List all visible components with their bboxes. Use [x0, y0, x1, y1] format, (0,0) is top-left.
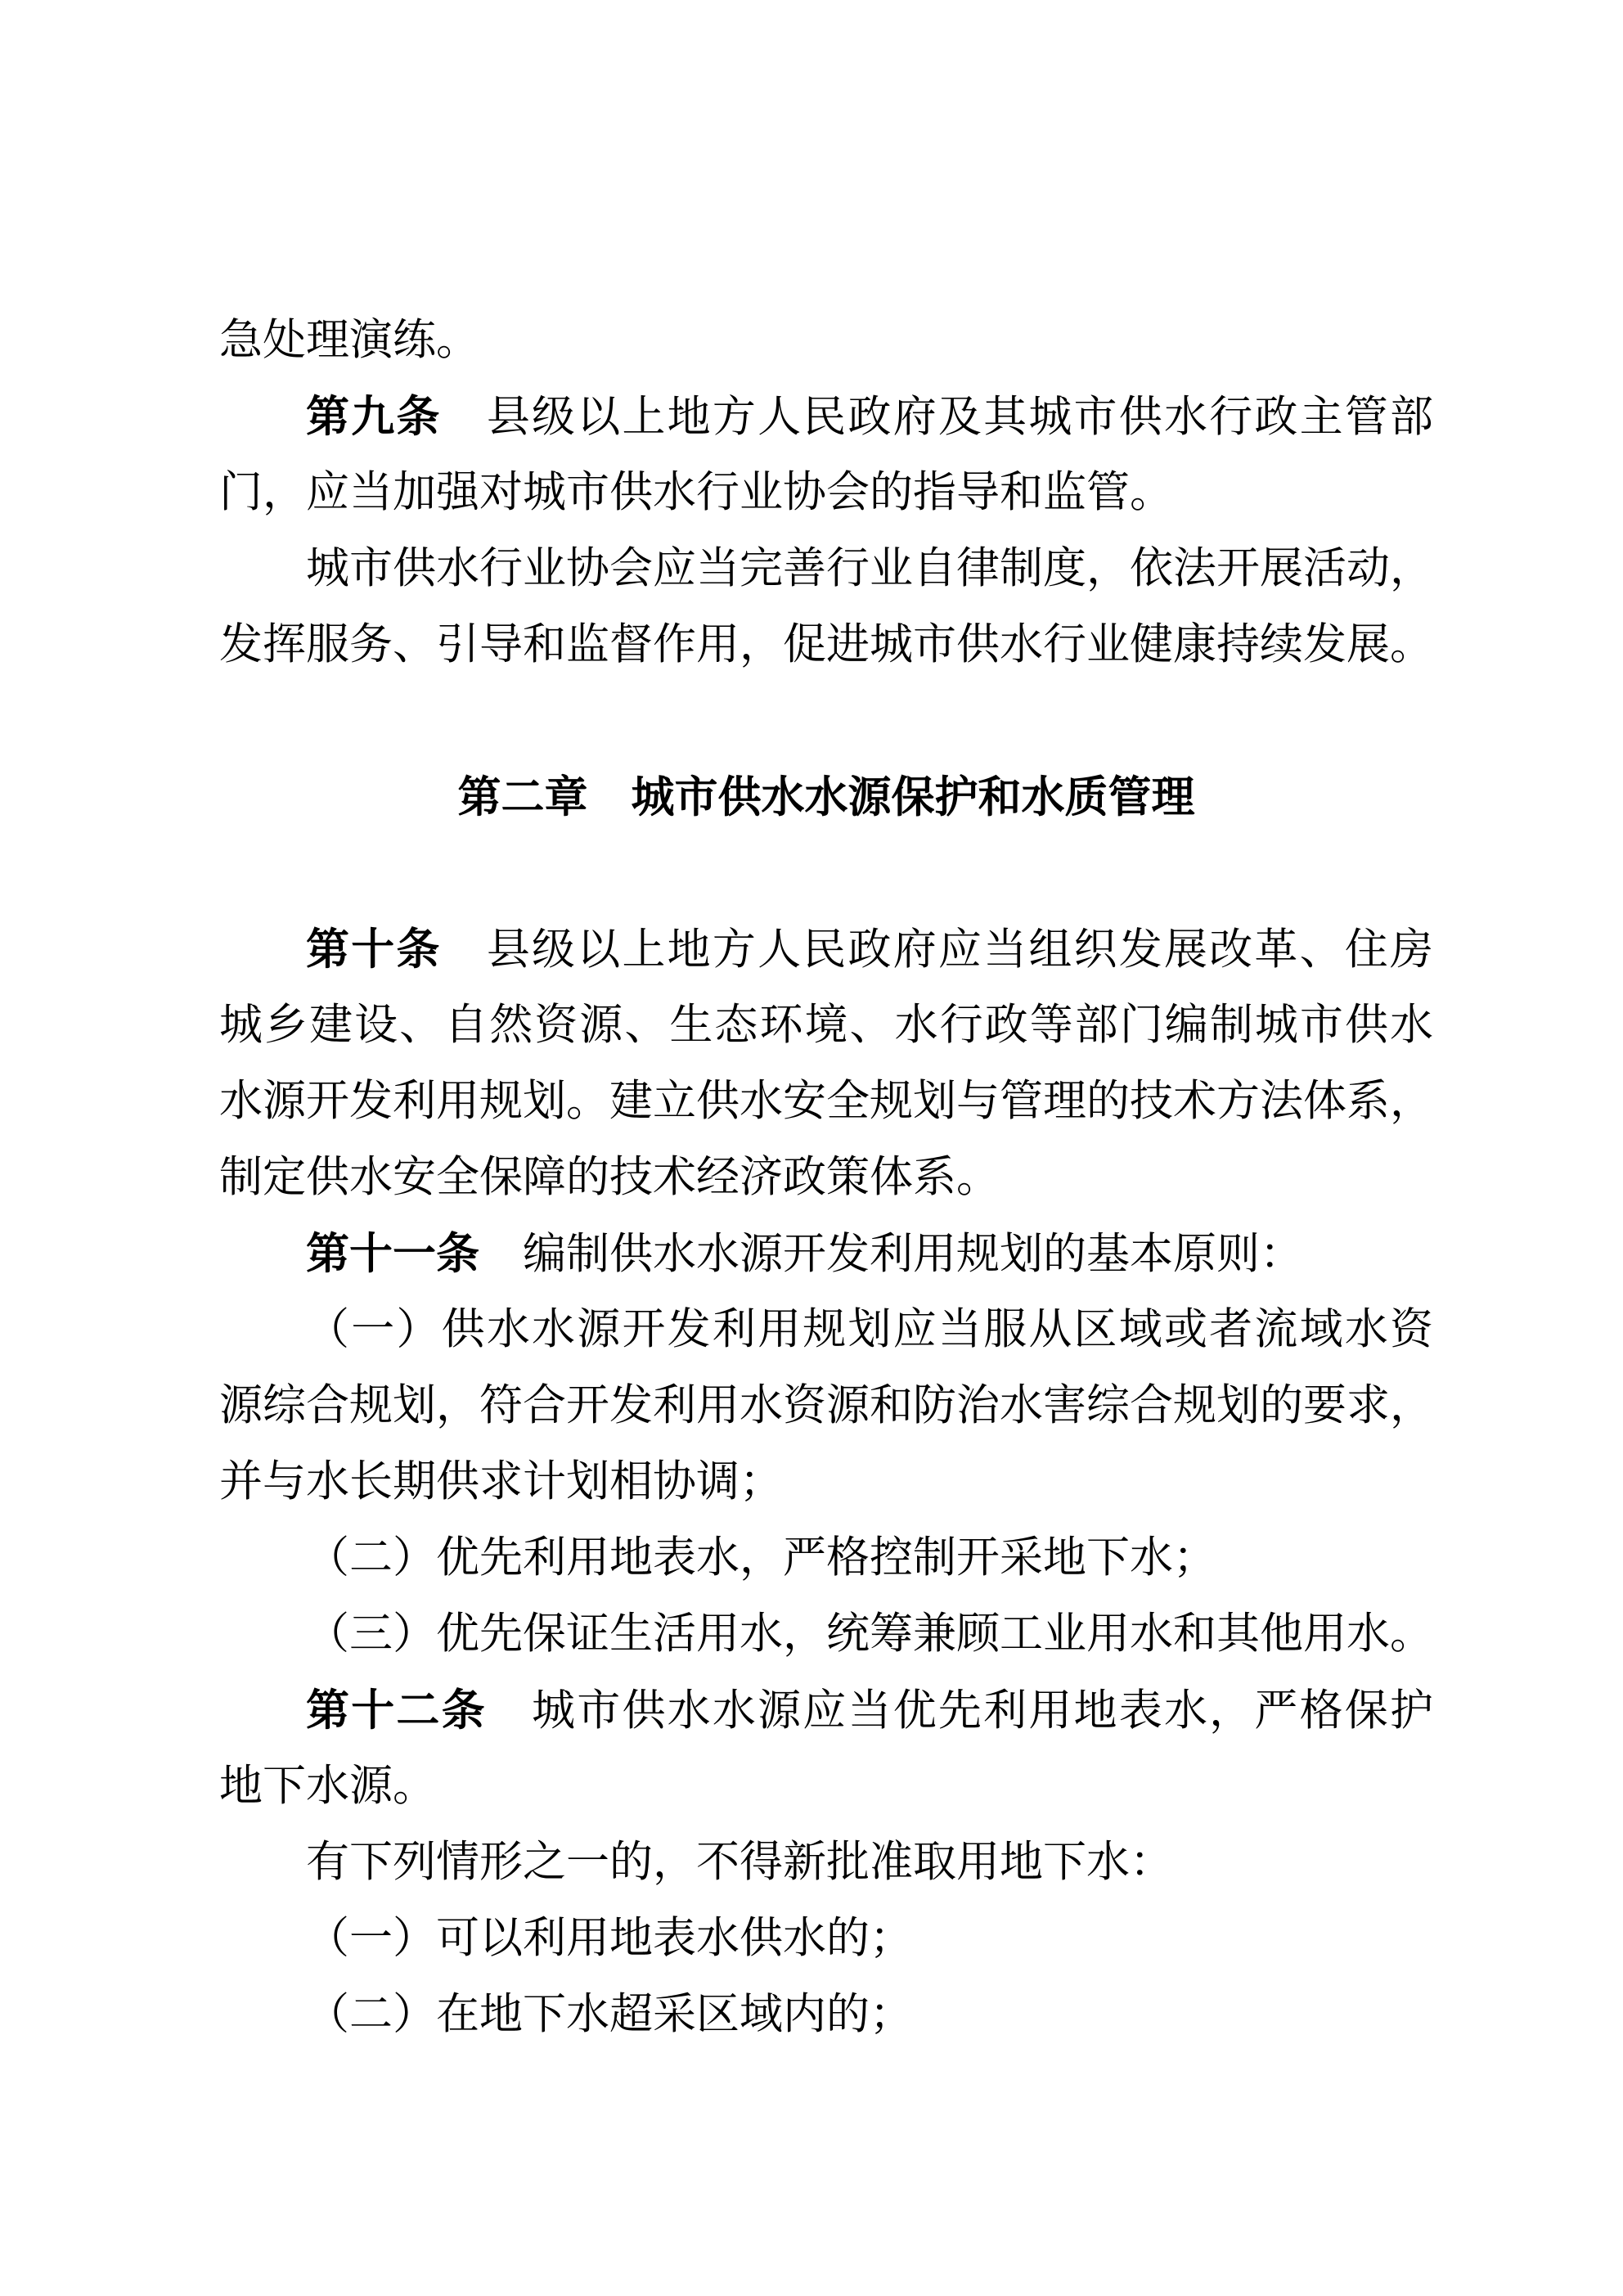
- paragraph-line: [219, 1444, 1433, 1520]
- chapter-heading-text: 第二章 城市供水水源保护和水质管理: [457, 773, 1195, 822]
- paragraph-line: [219, 531, 1433, 607]
- line-text: 城市供水水源应当优先利用地表水，严格保护: [486, 1687, 1433, 1735]
- line-text: 城乡建设、自然资源、生态环境、水行政等部门编制城市供水: [219, 1002, 1433, 1049]
- paragraph-line: [219, 379, 1433, 455]
- paragraph-line: [219, 988, 1433, 1064]
- document-body: [219, 303, 1433, 2053]
- line-text: （一）供水水源开发利用规划应当服从区域或者流域水资: [306, 1306, 1433, 1353]
- line-text: （二）在地下水超采区域内的；: [306, 1991, 913, 2038]
- article-number: 第十一条: [306, 1230, 479, 1278]
- paragraph-line: [219, 1672, 1433, 1749]
- paragraph-line: [219, 1520, 1433, 1596]
- line-text: 急处理演练。: [219, 317, 479, 364]
- line-text: （三）优先保证生活用水，统筹兼顾工业用水和其他用水。: [306, 1610, 1433, 1658]
- paragraph-line: [219, 912, 1433, 988]
- article-number: 第十二条: [306, 1686, 487, 1735]
- paragraph-line: [219, 1596, 1433, 1672]
- chapter-heading: [219, 759, 1433, 835]
- paragraph-line: [219, 1140, 1433, 1216]
- paragraph-line: [219, 1368, 1433, 1444]
- paragraph-line: [219, 1977, 1433, 2053]
- line-text: 城市供水行业协会应当完善行业自律制度，依法开展活动，: [306, 545, 1433, 592]
- paragraph-line: [219, 1216, 1433, 1292]
- line-text: （二）优先利用地表水，严格控制开采地下水；: [306, 1534, 1216, 1582]
- paragraph-line: [219, 1749, 1433, 1825]
- line-text: 门，应当加强对城市供水行业协会的指导和监管。: [219, 469, 1173, 516]
- paragraph-line: [219, 1825, 1433, 1901]
- paragraph-line: [219, 455, 1433, 531]
- line-text: 有下列情形之一的，不得新批准取用地下水：: [306, 1839, 1173, 1886]
- line-text: 编制供水水源开发利用规划的基本原则：: [479, 1231, 1303, 1278]
- line-text: （一）可以利用地表水供水的；: [306, 1915, 913, 1962]
- line-text: 制定供水安全保障的技术经济政策体系。: [219, 1154, 1000, 1201]
- paragraph-line: [219, 607, 1433, 683]
- line-text: 源综合规划，符合开发利用水资源和防治水害综合规划的要求，: [219, 1382, 1433, 1429]
- article-number: 第九条: [306, 393, 442, 441]
- line-text: 水源开发利用规划。建立供水安全规划与管理的技术方法体系，: [219, 1078, 1433, 1125]
- line-text: 县级以上地方人民政府及其城市供水行政主管部: [441, 394, 1433, 441]
- paragraph-line: [219, 1064, 1433, 1140]
- line-text: 县级以上地方人民政府应当组织发展改革、住房: [441, 926, 1433, 974]
- line-text: 发挥服务、引导和监督作用，促进城市供水行业健康持续发展。: [219, 621, 1433, 669]
- paragraph-line: [219, 1901, 1433, 1977]
- line-text: 并与水长期供求计划相协调；: [219, 1458, 783, 1506]
- paragraph-line: [219, 1292, 1433, 1368]
- line-text: 地下水源。: [219, 1763, 436, 1810]
- paragraph-line: [219, 303, 1433, 379]
- article-number: 第十条: [306, 925, 442, 974]
